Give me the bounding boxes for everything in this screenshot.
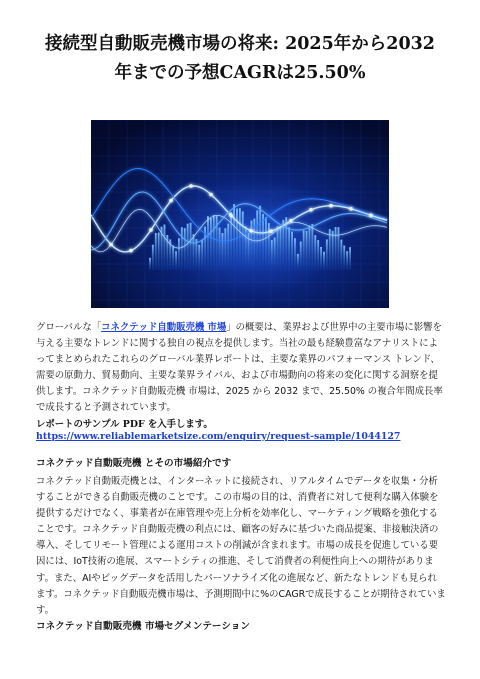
hero-bar [210, 218, 212, 270]
hero-bar [306, 231, 308, 270]
hero-bar [277, 226, 279, 270]
sample-label: レポートのサンプル PDF を入手します。 [36, 419, 213, 430]
hero-bar [294, 238, 296, 270]
hero-bar [239, 208, 241, 270]
hero-bar [178, 238, 180, 270]
hero-dot [369, 214, 373, 218]
hero-bar [297, 254, 299, 270]
hero-dot [149, 228, 153, 232]
hero-bar [219, 228, 221, 270]
hero-dot [129, 249, 133, 253]
hero-dot [289, 219, 293, 223]
hero-dot [169, 199, 173, 203]
hero-bar [291, 232, 293, 270]
hero-bar [332, 231, 334, 270]
hero-bar [262, 214, 264, 270]
hero-bar [274, 238, 276, 270]
hero-bar [335, 227, 337, 270]
sample-request-link[interactable]: https://www.reliablemarketsize.com/enquiry/request-sample/1044127 [36, 430, 401, 442]
hero-bar [222, 233, 224, 270]
hero-bar [236, 209, 238, 270]
hero-bar [346, 251, 348, 270]
market-report-link[interactable]: コネクテッド自動販売機 市場 [101, 322, 227, 333]
hero-dot [209, 193, 213, 197]
hero-bar [149, 258, 151, 270]
hero-bar [320, 247, 322, 270]
hero-bar [175, 251, 177, 270]
hero-image-graphic [91, 120, 389, 308]
hero-dot [269, 229, 273, 233]
hero-bar [338, 227, 340, 270]
hero-bar [268, 223, 270, 270]
document-title [30, 30, 450, 88]
hero-bar [155, 233, 157, 270]
hero-bar [207, 216, 209, 270]
hero-bar [198, 245, 200, 270]
hero-dot [329, 204, 333, 208]
hero-bar [282, 220, 284, 270]
sample-request-line [36, 419, 448, 443]
hero-dot [249, 229, 253, 233]
hero-bar [314, 235, 316, 270]
hero-bar [311, 224, 313, 270]
hero-bar [195, 239, 197, 270]
hero-bar [340, 240, 342, 270]
hero-bar [326, 239, 328, 270]
hero-bar [184, 228, 186, 270]
hero-bar [172, 246, 174, 270]
intro-paragraph: グローバルな「コネクテッド自動販売機 市場」の概要は、業界および世界中の主要市場に影響を与える主要なトレンドに関する独自の視点を提供します。当社の最も経験豊富なアナリストによってまとめられたこれらのグローバル業界レポートは、主要な業界のパフォーマンス トレンド、需要の原動力、貿易動向、主要な業界ライバル、および市場動向の将来の変化に関する洞察を提供します。コネクテッド自動販売機 市場は、2025 から 2032 まで、25.50% の複合年間成長率で成長すると予測されています。 [36, 322, 443, 414]
hero-bar [251, 221, 253, 270]
market-intro-paragraph: コネクテッド自動販売機とは、インターネットに接続され、リアルタイムでデータを収集・分析することができる自動販売機のことです。この市場の目的は、消費者に対して便利な購入体験を提供するだけでなく、事業者が在庫管理や売上分析を効率化し、マーケティング戦略を強化することです。コネクテッド自動販売機の利点には、顧客の好みに基づいた商品提案、非接触決済の導入、そしてリモート管理による運用コストの削減が含まれます。市場の成長を促進している要因には、IoT技術の進展、スマートシティの推進、そして消費者の利便性向上への期待があります。また、AIやビッグデータを活用したパーソナライズ化の進展など、新たなトレンドも見られます。コネクテッド自動販売機市場は、予測期間中に%のCAGRで成長することが期待されています。 [36, 476, 446, 616]
hero-bar [213, 215, 215, 270]
hero-bar [300, 241, 302, 270]
hero-bar [271, 240, 273, 270]
hero-bar [280, 226, 282, 270]
title-line-1: 接続型自動販売機市場の将来: 2025年から2032 [45, 34, 435, 54]
hero-dot [349, 207, 353, 211]
hero-bar [349, 247, 351, 270]
hero-bar [187, 224, 189, 270]
section-heading-intro: コネクテッド自動販売機 とその市場紹介です [36, 458, 232, 469]
hero-bar [265, 217, 267, 270]
hero-dot [189, 184, 193, 188]
hero-bar [152, 245, 154, 270]
hero-bar [224, 228, 226, 270]
hero-bar [190, 223, 192, 270]
hero-bar [309, 226, 311, 270]
hero-bar [323, 252, 325, 270]
market-chart-hero-image [91, 120, 389, 308]
hero-bar [303, 230, 305, 270]
hero-bar [230, 212, 232, 270]
hero-dot [229, 214, 233, 218]
hero-bar [288, 227, 290, 270]
section-heading-segmentation: コネクテッド自動販売機 市場セグメンテーション [36, 621, 250, 632]
hero-bar [233, 204, 235, 270]
hero-bar [242, 211, 244, 270]
hero-bar [193, 234, 195, 270]
hero-bar [164, 225, 166, 270]
hero-bar [343, 246, 345, 270]
hero-dot [309, 208, 313, 212]
hero-bar [201, 240, 203, 270]
hero-bar [259, 206, 261, 270]
hero-bar [227, 224, 229, 270]
hero-bar [256, 210, 258, 270]
hero-bar [317, 240, 319, 270]
title-line-2: 年までの予想CAGRは25.50% [114, 63, 366, 83]
hero-bar [181, 227, 183, 270]
hero-dot [109, 243, 113, 247]
hero-bar [216, 215, 218, 270]
hero-bar [158, 233, 160, 270]
